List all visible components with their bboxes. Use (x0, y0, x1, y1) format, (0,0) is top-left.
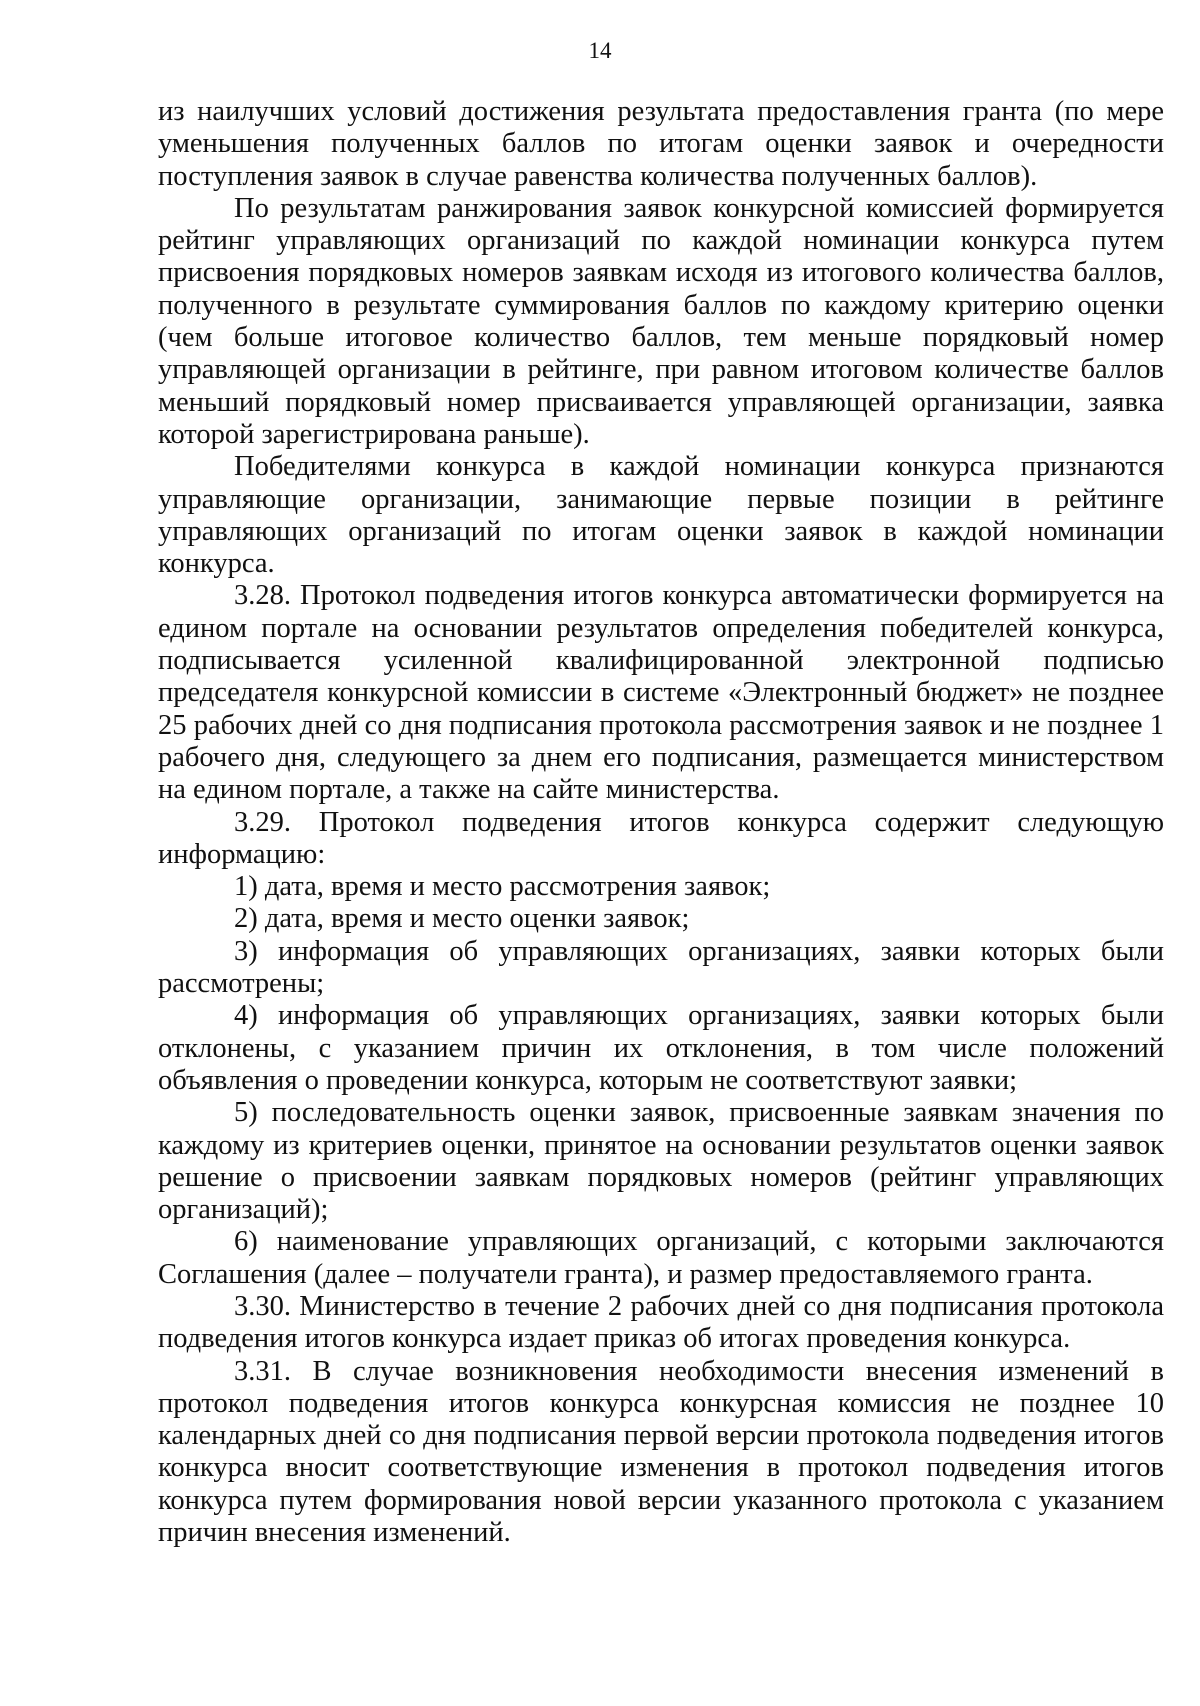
paragraph-ranking: По результатам ранжирования заявок конкурсной комиссией формируется рейтинг управляющих организаций по каждой номинации конкурса путем присвоения порядковых номеров заявкам исходя из итогового количества баллов, полученного в результате суммирования баллов по каждому критерию оценки (чем больше итоговое количество баллов, тем меньше порядковый номер управляющей организации в рейтинге, при равном итоговом количестве баллов меньший порядковый номер присваивается управляющей организации, заявка которой зарегистрирована раньше). (158, 192, 1164, 450)
page-number: 14 (588, 38, 612, 63)
list-item-3: 3) информация об управляющих организациях, заявки которых были рассмотрены; (158, 935, 1164, 1000)
list-item-4: 4) информация об управляющих организациях, заявки которых были отклонены, с указанием причин их отклонения, в том числе положений объявления о проведении конкурса, которым не соответствуют заявки; (158, 1000, 1164, 1096)
list-item-1: 1) дата, время и место рассмотрения заявок; (234, 871, 771, 903)
paragraph-continuation: из наилучших условий достижения результата предоставления гранта (по мере уменьшения полученных баллов по итогам оценки заявок и очередности поступления заявок в случае равенства количества полученных баллов). (158, 96, 1164, 192)
paragraph-3-30: 3.30. Министерство в течение 2 рабочих дней со дня подписания протокола подведения итогов конкурса издает приказ об итогах проведения конкурса. (158, 1290, 1164, 1355)
paragraph-winners: Победителями конкурса в каждой номинации конкурса признаются управляющие организации, занимающие первые позиции в рейтинге управляющих организаций по итогам оценки заявок в каждой номинации конкурса. (158, 451, 1164, 580)
list-item-2: 2) дата, время и место оценки заявок; (234, 903, 690, 935)
list-item-6: 6) наименование управляющих организаций, с которыми заключаются Соглашения (далее – получатели гранта), и размер предоставляемого гранта. (158, 1226, 1164, 1290)
list-item-5: 5) последовательность оценки заявок, присвоенные заявкам значения по каждому из критериев оценки, принятое на основании результатов оценки заявок решение о присвоении заявкам порядковых номеров (рейтинг управляющих организаций); (158, 1097, 1164, 1226)
document-body (158, 96, 1164, 1549)
paragraph-3-31: 3.31. В случае возникновения необходимости внесения изменений в протокол подведения итогов конкурса конкурсная комиссия не позднее 10 календарных дней со дня подписания первой версии протокола подведения итогов конкурса вносит соответствующие изменения в протокол подведения итогов конкурса путем формирования новой версии указанного протокола с указанием причин внесения изменений. (158, 1355, 1164, 1549)
paragraph-3-28: 3.28. Протокол подведения итогов конкурса автоматически формируется на едином портале на основании результатов определения победителей конкурса, подписывается усиленной квалифицированной электронной подписью председателя конкурсной комиссии в системе «Электронный бюджет» не позднее 25 рабочих дней со дня подписания протокола рассмотрения заявок и не позднее 1 рабочего дня, следующего за днем его подписания, размещается министерством на едином портале, а также на сайте министерства. (158, 580, 1164, 806)
paragraph-3-29: 3.29. Протокол подведения итогов конкурса содержит следующую информацию: (158, 806, 1164, 870)
